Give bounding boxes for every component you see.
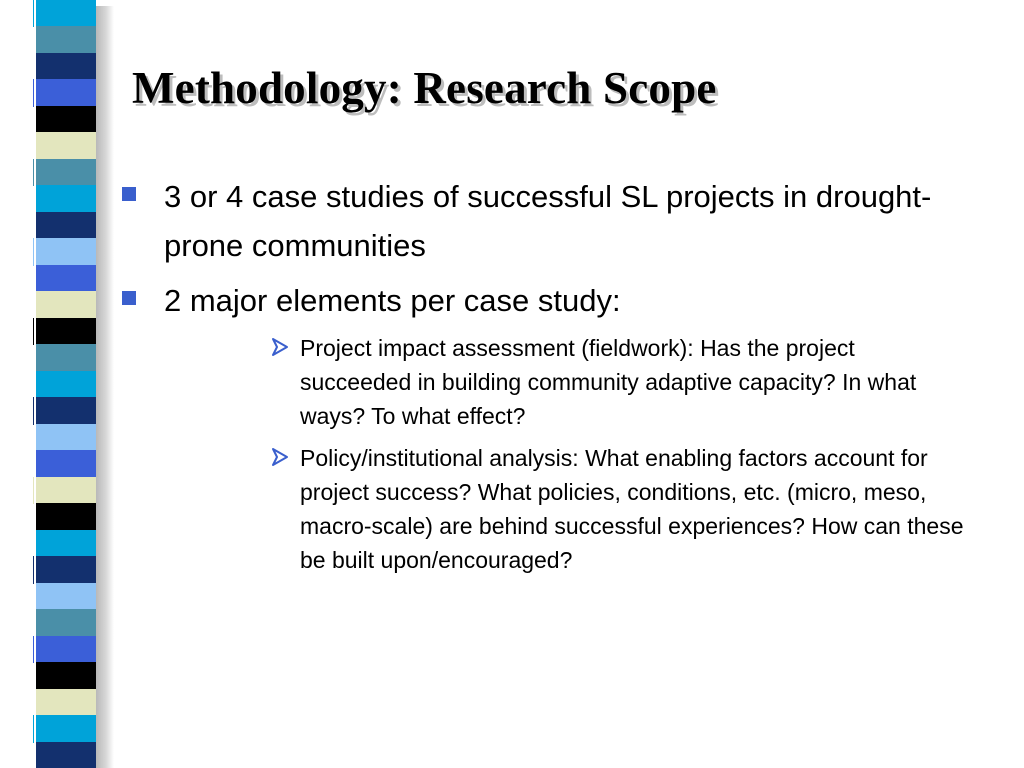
sub-bullet-item <box>300 441 966 577</box>
stripe-segment <box>34 503 96 530</box>
stripe-segment <box>34 662 96 689</box>
stripe-segment <box>34 26 96 53</box>
stripe-segment <box>33 318 96 345</box>
stripe-segment <box>33 238 96 265</box>
square-bullet-icon <box>122 291 136 305</box>
stripe-segment <box>34 185 96 212</box>
stripe-segment <box>35 530 96 557</box>
stripe-segment <box>35 450 96 477</box>
sub-bullet-text: Project impact assessment (fieldwork): Has the project succeeded in building community adaptive capacity? In what ways? To what effect? <box>300 335 917 429</box>
square-bullet-icon <box>122 187 136 201</box>
stripe-segment <box>34 424 96 451</box>
stripe-segment <box>33 0 96 27</box>
bullet-text: 3 or 4 case studies of successful SL projects in drought-prone communities <box>164 179 932 263</box>
stripe-segment <box>34 106 96 133</box>
bullet-text: 2 major elements per case study: <box>164 283 621 318</box>
stripe-segment <box>33 79 96 106</box>
stripe-segment <box>35 53 96 80</box>
stripe-segment <box>33 397 96 424</box>
arrowhead-bullet-icon <box>270 447 290 467</box>
stripe-segment <box>35 212 96 239</box>
sub-bullet-text: Policy/institutional analysis: What enabling factors account for project success? What policies, conditions, etc. (micro, meso, macro-scale) are behind successful experiences? How can these be built upon/encouraged? <box>300 445 964 573</box>
stripe-segment <box>34 265 96 292</box>
stripe-segment <box>35 609 96 636</box>
slide-title: Methodology: Research Scope <box>132 63 717 113</box>
stripe-segment <box>34 583 96 610</box>
bullet-item <box>116 276 966 325</box>
stripe-segment <box>33 636 96 663</box>
stripe-segment <box>35 132 96 159</box>
stripe-segment <box>33 556 96 583</box>
bullet-item <box>116 172 966 270</box>
stripe-edge <box>34 0 36 768</box>
stripe-segment <box>35 689 96 716</box>
sub-bullet-item <box>300 331 966 433</box>
stripe-segment <box>33 477 96 504</box>
stripe-segment <box>34 344 96 371</box>
stripe-segment <box>33 159 96 186</box>
slide-body <box>116 172 966 585</box>
decorative-stripe <box>0 0 128 768</box>
stripe-segment <box>35 291 96 318</box>
stripe-segment <box>33 715 96 742</box>
stripe-segment <box>35 371 96 398</box>
arrowhead-bullet-icon <box>270 337 290 357</box>
stripe-column <box>34 0 96 768</box>
stripe-segment <box>34 742 96 768</box>
